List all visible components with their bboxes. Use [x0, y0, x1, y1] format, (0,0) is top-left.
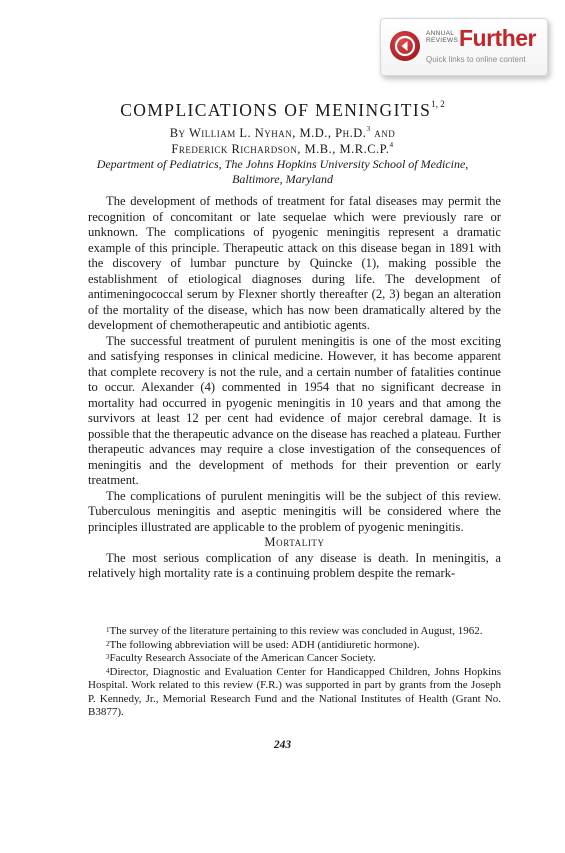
author-line-1 — [0, 126, 565, 141]
affiliation-line-1: Department of Pediatrics, The Johns Hopkins University School of Medicine, — [96, 157, 469, 171]
footnote-1-number: 1 — [106, 626, 110, 634]
badge-annual-reviews — [426, 30, 458, 44]
footnote-3-text: Faculty Research Associate of the American Cancer Society. — [109, 652, 376, 664]
body-paragraph-3: The complications of purulent meningitis will be the subject of this review. Tuberculous meningitis and aseptic meningitis will be considered where the principles illustrated are applicable to the problem of pyogenic meningitis. — [88, 488, 501, 534]
footnote-2-text: The following abbreviation will be used: ADH (antidiuretic hormone). — [109, 638, 420, 651]
author-line-2 — [0, 142, 565, 157]
article-title — [0, 100, 565, 121]
body-paragraph-1: The development of methods of treatment for fatal diseases may permit the recognition of concomitant or late sequelae which were previously rare or unknown. The complications of pyogenic meningitis represent a dramatic example of this principle. Therapeutic attack on this disease began in 1891 with the discovery of lumbar puncture by Quincke (1), making possible the establishment of etiological diagnoses during life. The development of antimeningococcal serum by Flexner shortly thereafter (2, 3) began an alteration of the mortality of the disease, which has now been dramatically altered by the development of chemotherapeutic and antibiotic agents. — [88, 194, 501, 332]
body-paragraph-2: The successful treatment of purulent meningitis is one of the most exciting and satisfying responses in clinical medicine. However, it has become apparent that complete recovery is not the rule, and a certain number of fatalities continue to occur. Alexander (4) commented in 1954 that no significant decrease in mortality had occurred in pyogenic meningitis in 10 years and that among the survivors at least 12 per cent had evidence of major cerebral damage. It is possible that the therapeutic advance on the disease has reached a plateau. Further therapeutic advances may require a close investigation of the consequences of meningitis and the development of methods for their prevention or early treatment. — [88, 333, 501, 487]
title-superscript: 1, 2 — [431, 99, 445, 109]
author-1-footnote: 3 — [366, 124, 371, 133]
footnote-1 — [88, 625, 501, 639]
page-number: 243 — [273, 739, 292, 751]
footnote-1-text: The survey of the literature pertaining to this review was concluded in August, 1962. — [109, 625, 483, 637]
badge-reviews: REVIEWS — [426, 37, 459, 44]
footnote-2 — [88, 639, 501, 653]
affiliation — [0, 157, 565, 187]
badge-further-label: Further — [459, 25, 536, 51]
author-1-name: By William L. Nyhan, M.D., Ph.D. — [169, 126, 367, 140]
article-body — [88, 194, 501, 582]
section-paragraph: The most serious complication of any disease is death. In meningitis, a relatively high mortality rate is a continuing problem despite the remark- — [88, 550, 501, 580]
badge-subtitle: Quick links to online content — [426, 55, 526, 64]
affiliation-line-2: Baltimore, Maryland — [232, 172, 333, 186]
badge-annual: ANNUAL — [426, 30, 455, 37]
footnote-4 — [88, 666, 501, 720]
section-heading-mortality: Mortality — [264, 535, 325, 549]
footnote-4-text: Director, Diagnostic and Evaluation Center for Handicapped Children, Johns Hopkins Hospital. Work related to this review (F.R.) was supported in part by grants from the Joseph P. Kennedy, Jr., Memorial Research Fund and the National Institutes of Health (Grant No. B3877). — [88, 665, 501, 718]
author-2-name: Frederick Richardson, M.B., M.R.C.P. — [171, 142, 390, 156]
footnote-3-number: 3 — [106, 653, 110, 661]
author-1-suffix: and — [370, 126, 396, 140]
footnote-4-number: 4 — [106, 666, 110, 675]
play-circle-icon — [389, 30, 421, 62]
further-badge[interactable] — [380, 18, 548, 76]
footnote-3 — [88, 652, 501, 666]
title-text: COMPLICATIONS OF MENINGITIS — [120, 100, 432, 120]
footnote-2-number: 2 — [106, 639, 110, 648]
footnotes — [88, 625, 501, 720]
author-2-footnote: 4 — [389, 140, 394, 149]
